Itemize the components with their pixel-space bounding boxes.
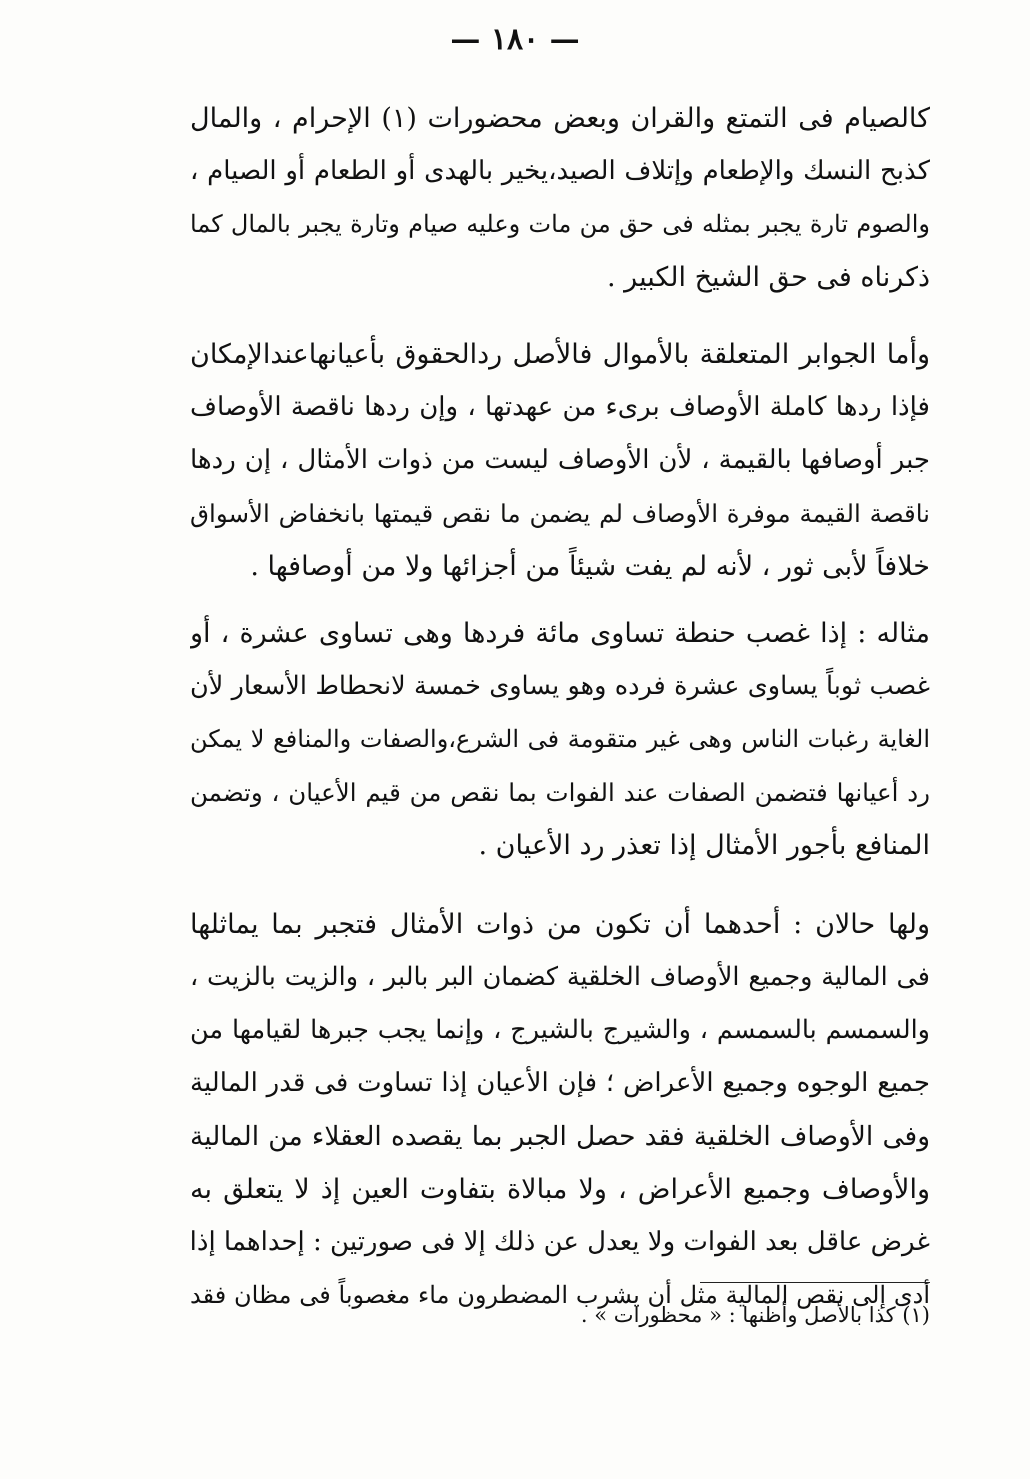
text-line: كذبح النسك والإطعام وإتلاف الصيد،يخير بالهدى أو الطعام أو الصيام ، <box>190 156 930 186</box>
text-line: فإذا ردها كاملة الأوصاف برىء من عهدتها ، وإن ردها ناقصة الأوصاف <box>190 392 930 422</box>
text-line: المنافع بأجور الأمثال إذا تعذر رد الأعيان . <box>478 830 930 861</box>
text-line: وفى الأوصاف الخلقية فقد حصل الجبر بما يقصده العقلاء من المالية <box>190 1121 930 1152</box>
text-line: جميع الوجوه وجميع الأعراض ؛ فإن الأعيان إذا تساوت فى قدر المالية <box>190 1068 930 1098</box>
text-line: ذكرناه فى حق الشيخ الكبير . <box>607 262 930 293</box>
text-line: وأما الجوابر المتعلقة بالأموال فالأصل ردالحقوق بأعيانهاعندالإمكان <box>190 339 930 370</box>
text-line: مثاله : إذا غصب حنطة تساوى مائة فردها وهى تساوى عشرة ، أو <box>190 618 930 649</box>
text-line: والسمسم بالسمسم ، والشيرج بالشيرج ، وإنما يجب جبرها لقيامها من <box>190 1015 930 1045</box>
text-line: فى المالية وجميع الأوصاف الخلقية كضمان البر بالبر ، والزيت بالزيت ، <box>190 962 930 992</box>
footnote-divider <box>700 1282 930 1283</box>
paragraph-3 <box>190 607 930 872</box>
body-text <box>190 92 930 1322</box>
text-line: ناقصة القيمة موفرة الأوصاف لم يضمن ما نقص قيمتها بانخفاض الأسواق <box>190 499 930 528</box>
text-line: غرض عاقل بعد الفوات ولا يعدل عن ذلك إلا فى صورتين : إحداهما إذا <box>190 1227 930 1257</box>
text-line: خلافاً لأبى ثور ، لأنه لم يفت شيئاً من أجزائها ولا من أوصافها . <box>250 551 930 582</box>
paragraph-1 <box>190 92 930 304</box>
text-line: أدى إلى نقص المالية مثل أن يشرب المضطرون ماء مغصوباً فى مظان فقد <box>190 1281 930 1309</box>
page-number: — ١٨٠ — <box>450 22 580 57</box>
text-line: كالصيام فى التمتع والقران وبعض محضورات (١) الإحرام ، والمال <box>190 103 930 134</box>
text-line: جبر أوصافها بالقيمة ، لأن الأوصاف ليست من ذوات الأمثال ، إن ردها <box>190 445 930 475</box>
text-line: الغاية رغبات الناس وهى غير متقومة فى الشرع،والصفات والمنافع لا يمكن <box>190 725 930 753</box>
text-line: والصوم تارة يجبر بمثله فى حق من مات وعليه صيام وتارة يجبر بالمال كما <box>190 210 930 238</box>
text-line: غصب ثوباً يساوى عشرة فرده وهو يساوى خمسة لانحطاط الأسعار لأن <box>190 671 930 701</box>
text-line: والأوصاف وجميع الأعراض ، ولا مبالاة بتفاوت العين إذ لا يتعلق به <box>190 1174 930 1205</box>
paragraph-4 <box>190 898 930 1322</box>
text-line: ولها حالان : أحدهما أن تكون من ذوات الأمثال فتجبر بما يماثلها <box>190 909 930 940</box>
text-line: رد أعيانها فتضمن الصفات عند الفوات بما نقص من قيم الأعيان ، وتضمن <box>190 778 930 807</box>
paragraph-2 <box>190 328 930 593</box>
footnote: (١) كذا بالأصل وأظنها : « محظورات » . <box>580 1303 930 1327</box>
